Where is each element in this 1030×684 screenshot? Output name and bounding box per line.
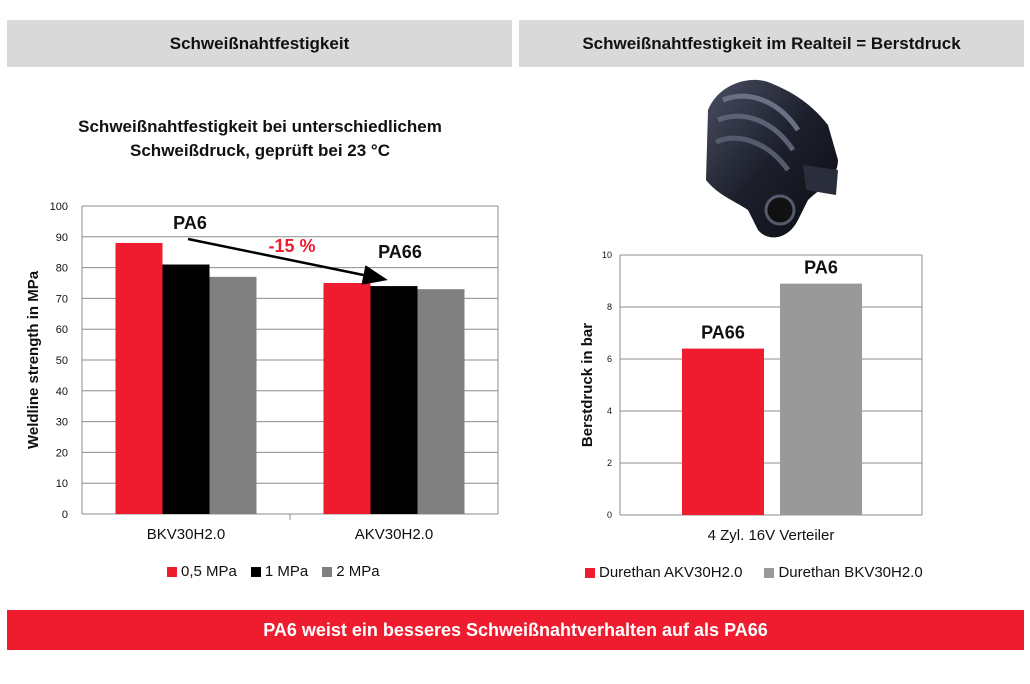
right-section-title: Schweißnahtfestigkeit im Realteil = Berstdruck: [582, 33, 961, 53]
bar-label: PA6: [804, 257, 838, 278]
legend-label: Durethan BKV30H2.0: [778, 564, 923, 581]
legend-swatch: [585, 568, 595, 578]
legend-label: 2 MPa: [336, 563, 380, 580]
legend-item: [764, 564, 922, 581]
legend-left: [167, 563, 394, 580]
y-tick-label: 80: [55, 262, 68, 275]
legend-swatch: [322, 567, 332, 577]
annotation-delta: -15 %: [268, 236, 316, 256]
y-tick-label: 4: [606, 406, 612, 416]
legend-item: [322, 563, 379, 580]
y-tick-label: 60: [55, 324, 68, 337]
x-tick-label: 4 Zyl. 16V Verteiler: [707, 527, 835, 544]
legend-item: [585, 564, 742, 581]
bar: [116, 243, 163, 514]
y-tick-label: 30: [55, 416, 68, 429]
legend-right: [585, 564, 937, 581]
conclusion-text: PA6 weist ein besseres Schweißnahtverhalten auf als PA66: [263, 619, 768, 640]
legend-item: [251, 563, 308, 580]
y-axis-label: Berstdruck in bar: [579, 322, 596, 448]
left-section-title: Schweißnahtfestigkeit: [169, 33, 350, 53]
bar: [163, 265, 210, 514]
y-tick-label: 10: [601, 250, 612, 260]
bar: [682, 349, 764, 515]
legend-label: 0,5 MPa: [181, 563, 237, 580]
bar: [210, 277, 257, 514]
legend-swatch: [251, 567, 261, 577]
y-tick-label: 0: [61, 509, 68, 521]
y-tick-label: 0: [606, 510, 612, 520]
y-tick-label: 40: [55, 385, 68, 398]
bar-label: PA66: [701, 322, 745, 343]
y-axis-label: Weldline strength in MPa: [25, 270, 42, 450]
y-tick-label: 100: [49, 201, 68, 213]
y-tick-label: 2: [606, 458, 612, 468]
legend-swatch: [764, 568, 774, 578]
chart-title-line: Schweißnahtfestigkeit bei unterschiedlichem: [78, 117, 442, 136]
legend-swatch: [167, 567, 177, 577]
y-tick-label: 8: [606, 302, 612, 312]
bar: [418, 289, 465, 514]
y-tick-label: 50: [55, 355, 68, 367]
conclusion-banner: [7, 610, 1024, 650]
legend-label: Durethan AKV30H2.0: [599, 564, 743, 581]
y-tick-label: 90: [55, 231, 68, 244]
y-tick-label: 20: [55, 447, 68, 460]
legend-label: 1 MPa: [264, 563, 309, 580]
bar: [324, 283, 371, 514]
y-tick-label: 10: [55, 478, 68, 491]
bar: [780, 284, 862, 515]
annotation-label: PA6: [173, 213, 207, 233]
x-tick-label: BKV30H2.0: [146, 526, 226, 543]
chart-title-line: Schweißdruck, geprüft bei 23 °C: [130, 141, 390, 160]
y-tick-label: 70: [55, 293, 68, 306]
bar: [371, 286, 418, 514]
x-tick-label: AKV30H2.0: [354, 526, 434, 543]
y-tick-label: 6: [606, 354, 612, 364]
annotation-label: PA66: [378, 242, 422, 262]
legend-item: [167, 563, 237, 580]
